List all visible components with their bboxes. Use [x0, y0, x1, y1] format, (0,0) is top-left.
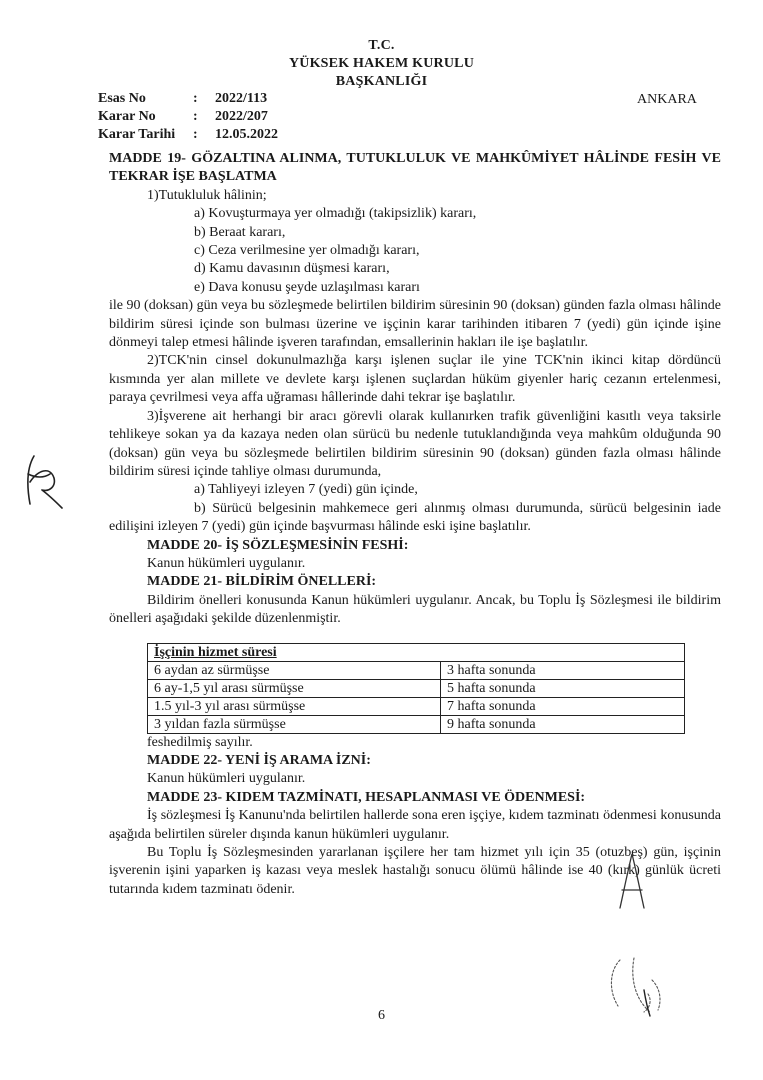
article-20-title: MADDE 20- İŞ SÖZLEŞMESİNİN FESHİ: — [147, 537, 409, 553]
meta-row-esas — [98, 90, 278, 108]
article-19-p1-text: ile 90 (doksan) gün veya bu sözleşmede belirtilen bildirim süresinin 90 (doksan) günden fazla olması hâlinde bildirim süresi içinde son bulması üzerine ve işçinin karar tarihinden itibaren 7 (yedi) gün içinde işine dönmeyi talep etmesi hâlinde işveren tarafından, emsallerinin hakları ile işe başlatılır. — [109, 298, 721, 351]
table-cell-period: 6 ay-1,5 yıl arası sürmüşse — [148, 679, 441, 697]
table-row — [148, 715, 685, 733]
handwritten-initial-icon — [20, 452, 68, 512]
article-19-p1-intro: 1)Tutukluluk hâlinin; — [147, 187, 267, 203]
article-19-list — [109, 205, 721, 297]
page-number: 6 — [378, 1008, 385, 1023]
list-item: c) Ceza verilmesine yer olmadığı kararı, — [194, 243, 420, 259]
article-21-text: Bildirim önelleri konusunda Kanun hükümleri uygulanır. Ancak, bu Toplu İş Sözleşmesi ile bildirim önelleri aşağıdaki şekilde düzenlenmiştir. — [109, 592, 721, 627]
meta-row-karar — [98, 108, 278, 126]
article-21-after: feshedilmiş sayılır. — [147, 734, 253, 750]
article-23-title: MADDE 23- KIDEM TAZMİNATI, HESAPLANMASI VE ÖDENMESİ: — [147, 789, 586, 805]
meta-sep: : — [193, 127, 198, 142]
table-cell-period: 6 aydan az sürmüşse — [148, 661, 441, 679]
header-line-1: T.C. — [368, 38, 395, 53]
meta-row-tarih — [98, 126, 278, 144]
table-row — [148, 661, 685, 679]
case-meta — [98, 90, 278, 144]
table-cell-notice: 3 hafta sonunda — [441, 661, 685, 679]
article-23-p1: İş sözleşmesi İş Kanunu'nda belirtilen hallerde sona eren işçiye, kıdem tazminatı ödenmesi konusunda aşağıda belirtilen süreler dışında kanun hükümleri uygulanır. — [109, 808, 721, 842]
header-line-2: YÜKSEK HAKEM KURULU — [288, 56, 475, 71]
meta-sep: : — [193, 109, 198, 124]
meta-value: 12.05.2022 — [215, 127, 278, 142]
city: ANKARA — [637, 92, 697, 107]
meta-sep: : — [193, 91, 198, 106]
table-row — [148, 679, 685, 697]
meta-value: 2022/207 — [215, 109, 268, 124]
table-header-row — [148, 643, 685, 661]
article-19-title: MADDE 19- GÖZALTINA ALINMA, TUTUKLULUK VE MAHKÛMİYET HÂLİNDE FESİH VE TEKRAR İŞE BAŞLATMA — [109, 151, 721, 185]
article-19-p3b: b) Sürücü belgesinin mahkemece geri alınmış olması durumunda, sürücü belgesinin iade edilişini izleyen 7 (yedi) gün içinde başvurması hâlinde eski işine başlatılır. — [109, 500, 721, 535]
document-body — [109, 150, 721, 899]
meta-key: Karar No — [98, 109, 156, 124]
meta-value: 2022/113 — [215, 91, 268, 106]
list-item: b) Beraat kararı, — [194, 224, 286, 240]
article-20-text: Kanun hükümleri uygulanır. — [147, 555, 306, 571]
article-22-text: Kanun hükümleri uygulanır. — [147, 771, 306, 787]
table-cell-notice: 7 hafta sonunda — [441, 697, 685, 715]
article-19-p2: 2)TCK'nin cinsel dokunulmazlığa karşı işlenen suçlar ile yine TCK'nin ikinci kitap dördüncü kısmında yer alan millete ve devlete karşı işlenen suçlardan hüküm giyenler hariç cezanın ertelenmesi, paraya çevrilmesi veya affa uğraması hâllerinde dahi tekrar işe başlatılır. — [109, 353, 721, 406]
notice-period-table — [147, 643, 685, 734]
table-cell-period: 3 yıldan fazla sürmüşse — [148, 715, 441, 733]
meta-key: Esas No — [98, 91, 146, 106]
article-19-p3: 3)İşverene ait herhangi bir aracı görevli olarak kullanırken trafik güvenliğini kasıtlı veya taksirle tehlikeye sokan ya da kazaya neden olan sürücü bu nedenle tutuklandığında veya mahkûm olduğunda 90 (doksan) gün veya bu sözleşmede belirtilen bildirim süresinin 90 (doksan) günden fazla olması hâlinde bildirim süresi içinde tahliye olması durumunda, — [109, 408, 721, 479]
list-item: d) Kamu davasının düşmesi kararı, — [194, 261, 390, 277]
article-19-p3a: a) Tahliyeyi izleyen 7 (yedi) gün içinde, — [194, 482, 418, 498]
list-item: e) Dava konusu şeyde uzlaşılması kararı — [194, 279, 420, 295]
table-cell-notice: 9 hafta sonunda — [441, 715, 685, 733]
signature-mark-icon — [612, 850, 652, 910]
header-line-3: BAŞKANLIĞI — [335, 74, 428, 89]
list-item: a) Kovuşturmaya yer olmadığı (takipsizlik) kararı, — [194, 206, 477, 222]
meta-key: Karar Tarihi — [98, 127, 176, 142]
article-21-title: MADDE 21- BİLDİRİM ÖNELLERİ: — [147, 574, 377, 590]
article-23-p2: Bu Toplu İş Sözleşmesinden yararlanan işçilere her tam hizmet yılı için 35 (otuzbeş) gün, işçinin işverenin işini yaparken iş kazası veya meslek hastalığı sonucu ölümü hâlinde ise 40 (kırk) günlük ücreti tutarında kıdem tazminatı ödenir. — [109, 845, 721, 897]
table-row — [148, 697, 685, 715]
table-cell-period: 1.5 yıl-3 yıl arası sürmüşse — [148, 697, 441, 715]
article-22-title: MADDE 22- YENİ İŞ ARAMA İZNİ: — [147, 752, 371, 768]
table-cell-notice: 5 hafta sonunda — [441, 679, 685, 697]
table-header: İşçinin hizmet süresi — [148, 643, 685, 661]
